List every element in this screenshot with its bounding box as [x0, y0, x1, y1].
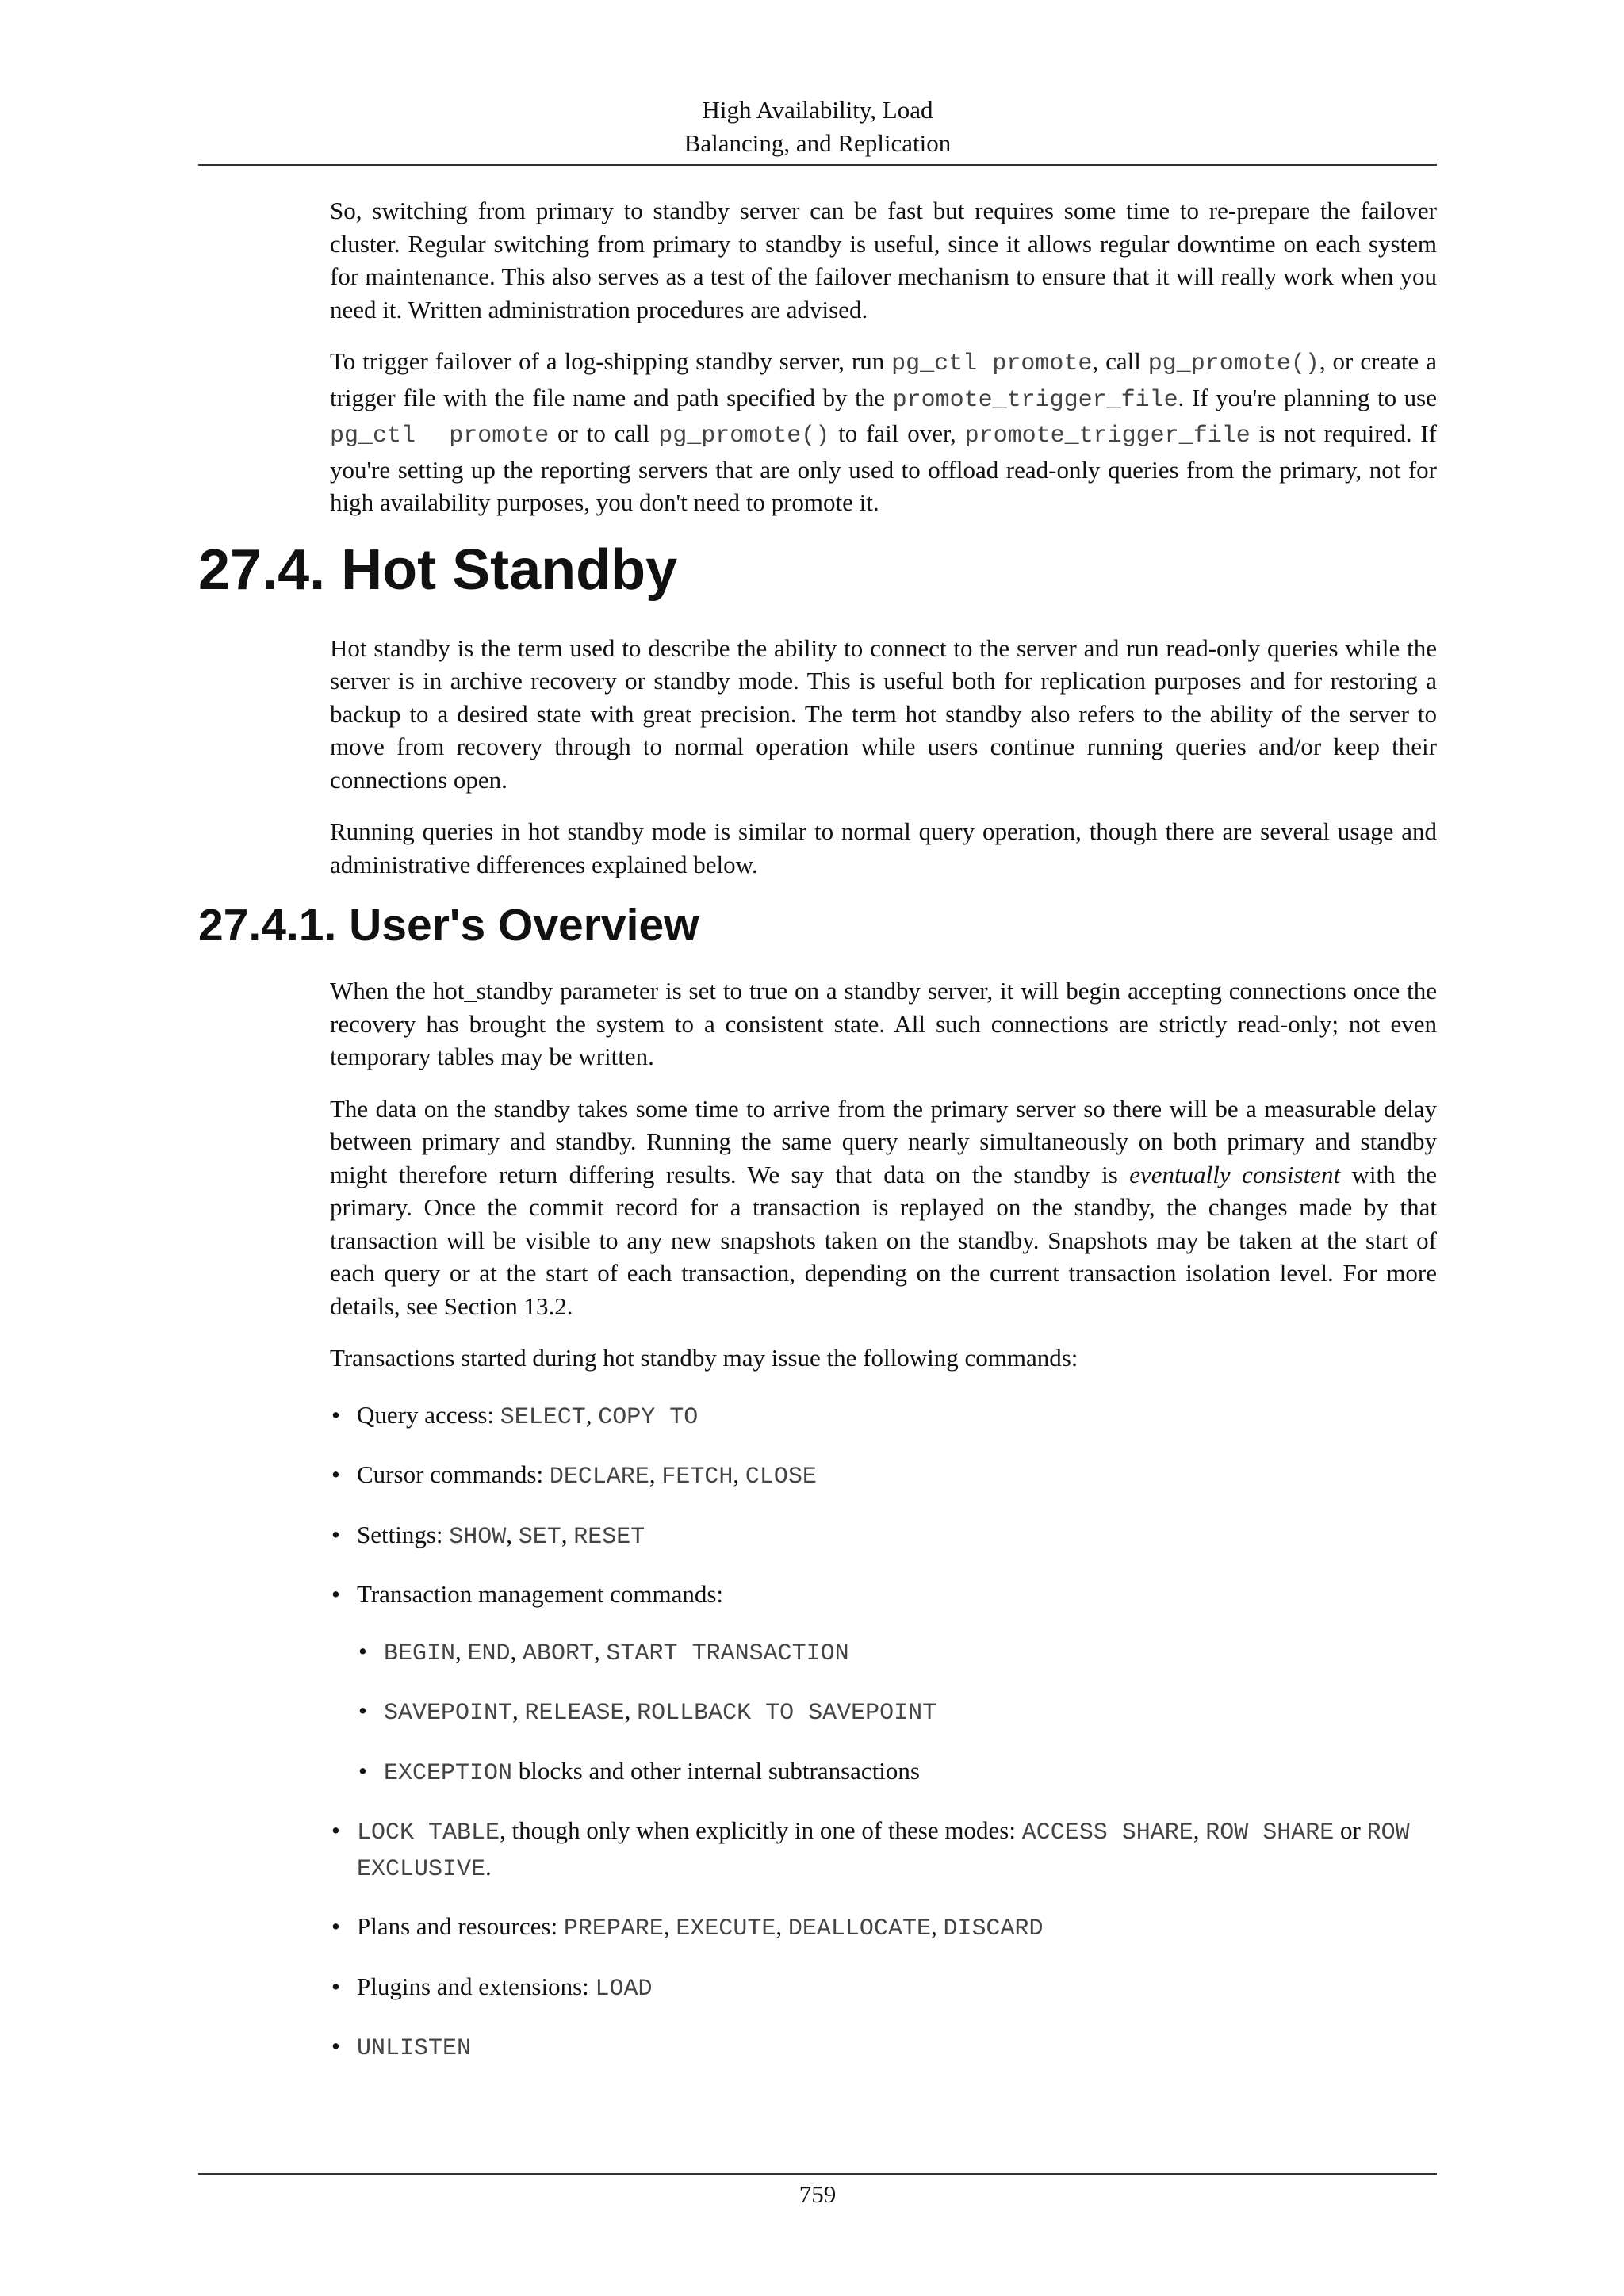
transaction-sublist: [357, 1635, 1437, 1791]
page-content: [198, 194, 1438, 2090]
list-item-query-access: [330, 1399, 1437, 1435]
text: with the primary. Once the commit record for a transaction is replayed on the standby, the changes made by that transaction will be visible to any new snapshots taken on the standby. Snapshots may be taken at the start of each query or at the start of each transaction, depending on the current transaction isolation level. For more details, see Section 13.2.: [330, 1160, 1437, 1320]
text: or: [1334, 1816, 1367, 1844]
text: ,: [624, 1697, 638, 1724]
code: LOCK TABLE: [357, 1820, 500, 1846]
header-line-1: High Availability, Load: [702, 96, 933, 124]
code: EXECUTE: [676, 1915, 776, 1942]
code: SET: [518, 1523, 561, 1551]
text: Query access:: [357, 1400, 500, 1429]
text: blocks and other internal subtransactions: [512, 1756, 920, 1785]
text: Cursor commands:: [357, 1460, 550, 1488]
code-pg-promote: pg_promote(): [658, 423, 830, 450]
code: DEALLOCATE: [787, 1915, 931, 1942]
code-pg-promote: pg_promote(): [1147, 350, 1320, 377]
text: ,: [594, 1636, 607, 1665]
text: The data on the standby takes some time to arrive from the primary server so there will be a measurable delay between primary and standby. Running the same query nearly simultaneously on both primary and standby might therefore return differing results. We say that data on the standby is: [330, 1094, 1437, 1188]
text: ,: [930, 1912, 944, 1940]
list-item-cursor-commands: [330, 1458, 1437, 1494]
list-item-lock-table: [330, 1814, 1437, 1886]
emphasis: eventually consistent: [1129, 1160, 1341, 1188]
code: COPY TO: [598, 1403, 699, 1431]
text: , or create a trigger file with the file name and path specified by the: [330, 347, 1437, 411]
text: to fail over,: [829, 419, 965, 447]
text: Settings:: [357, 1520, 450, 1548]
text: ,: [585, 1400, 599, 1429]
code: ACCESS SHARE: [1021, 1820, 1193, 1846]
code: DECLARE: [549, 1464, 649, 1490]
text: Transaction management commands:: [357, 1580, 724, 1608]
code: RELEASE: [524, 1700, 625, 1727]
header-line-2: Balancing, and Replication: [684, 129, 952, 157]
code-pg-ctl-promote: pg_ctl promote: [330, 423, 550, 450]
code: ROLLBACK TO SAVEPOINT: [637, 1700, 937, 1727]
code: END: [467, 1640, 511, 1667]
text: ,: [776, 1912, 788, 1940]
section-paragraph-2: Running queries in hot standby mode is similar to normal query operation, though there are several usage and administrative differences explained below.: [330, 817, 1437, 878]
sublist-item-begin: [357, 1635, 1437, 1671]
text: ,: [1193, 1816, 1206, 1844]
text: ,: [455, 1636, 468, 1665]
code: EXCEPTION: [384, 1759, 513, 1787]
text: Plans and resources:: [357, 1912, 564, 1940]
code-promote-trigger-file: promote_trigger_file: [892, 386, 1178, 414]
code: UNLISTEN: [357, 2035, 472, 2062]
text: . If you're planning to use: [1178, 383, 1437, 411]
sublist-item-exception: [357, 1755, 1437, 1791]
text: ,: [733, 1460, 745, 1488]
list-item-plans-resources: [330, 1910, 1437, 1946]
text: ,: [663, 1912, 676, 1940]
text: ,: [506, 1520, 519, 1548]
text: , call: [1092, 347, 1148, 375]
command-list: [330, 1399, 1437, 2066]
subsection-heading: 27.4.1. User's Overview: [198, 900, 699, 951]
section-heading: 27.4. Hot Standby: [198, 538, 678, 602]
code: SAVEPOINT: [384, 1700, 513, 1727]
list-item-transaction-management: [330, 1578, 1437, 1790]
code: PREPARE: [563, 1915, 664, 1942]
text: ,: [512, 1697, 525, 1724]
text: .: [485, 1852, 492, 1881]
code-promote-trigger-file: promote_trigger_file: [964, 423, 1251, 450]
subsection-paragraph-2: [330, 1093, 1437, 1323]
code: SHOW: [449, 1523, 507, 1551]
list-item-unlisten: [330, 2030, 1437, 2066]
code: START TRANSACTION: [606, 1640, 849, 1667]
code: LOAD: [595, 1975, 653, 2003]
list-item-plugins: [330, 1970, 1437, 2007]
text: , though only when explicitly in one of these modes:: [500, 1816, 1022, 1844]
list-item-settings: [330, 1518, 1437, 1555]
code: FETCH: [661, 1464, 733, 1490]
footer-rule: [198, 2173, 1437, 2175]
header-rule: [198, 164, 1437, 166]
section-paragraph-1: Hot standby is the term used to describe the ability to connect to the server and run read-only queries while the server is in archive recovery or standby mode. This is useful both for replication purposes and for restoring a backup to a desired state with great precision. The term hot standby also refers to the ability of the server to move from recovery through to normal operation while users continue running queries and/or keep their connections open.: [330, 633, 1437, 794]
subsection-paragraph-1: When the hot_standby parameter is set to true on a standby server, it will begin accepting connections once the recovery has brought the system to a consistent state. All such connections are strictly read-only; not even temporary tables may be written.: [330, 977, 1437, 1070]
code: BEGIN: [384, 1640, 456, 1667]
text: or to call: [549, 419, 659, 447]
code: DISCARD: [943, 1915, 1044, 1942]
code: RESET: [573, 1523, 645, 1551]
text: To trigger failover of a log-shipping standby server, run: [330, 347, 892, 375]
intro-paragraph-2: [330, 345, 1437, 519]
text: is not required. If you're setting up the reporting servers that are only used to offload read-only queries from the primary, not for high availability purposes, you don't need to promote it.: [330, 419, 1438, 516]
page-number: 759: [799, 2180, 837, 2208]
subsection-paragraph-3: Transactions started during hot standby may issue the following commands:: [330, 1344, 1078, 1372]
code: ABORT: [523, 1640, 595, 1667]
code: ROW EXCLUSIVE: [357, 1820, 1410, 1883]
code-pg-ctl-promote: pg_ctl promote: [891, 350, 1093, 377]
code: CLOSE: [745, 1464, 817, 1490]
intro-paragraph-1: So, switching from primary to standby server can be fast but requires some time to re-prepare the failover cluster. Regular switching from primary to standby is useful, since it allows regular downtime on each system for maintenance. This also serves as a test of the failover mechanism to ensure that it will really work when you need it. Written administration procedures are advised.: [330, 197, 1437, 323]
sublist-item-savepoint: [357, 1694, 1437, 1731]
text: ,: [649, 1460, 662, 1488]
running-header: [198, 94, 1437, 160]
text: Plugins and extensions:: [357, 1972, 596, 2000]
code: ROW SHARE: [1205, 1820, 1335, 1846]
code: SELECT: [500, 1403, 586, 1431]
text: ,: [561, 1520, 574, 1548]
text: ,: [510, 1636, 523, 1665]
